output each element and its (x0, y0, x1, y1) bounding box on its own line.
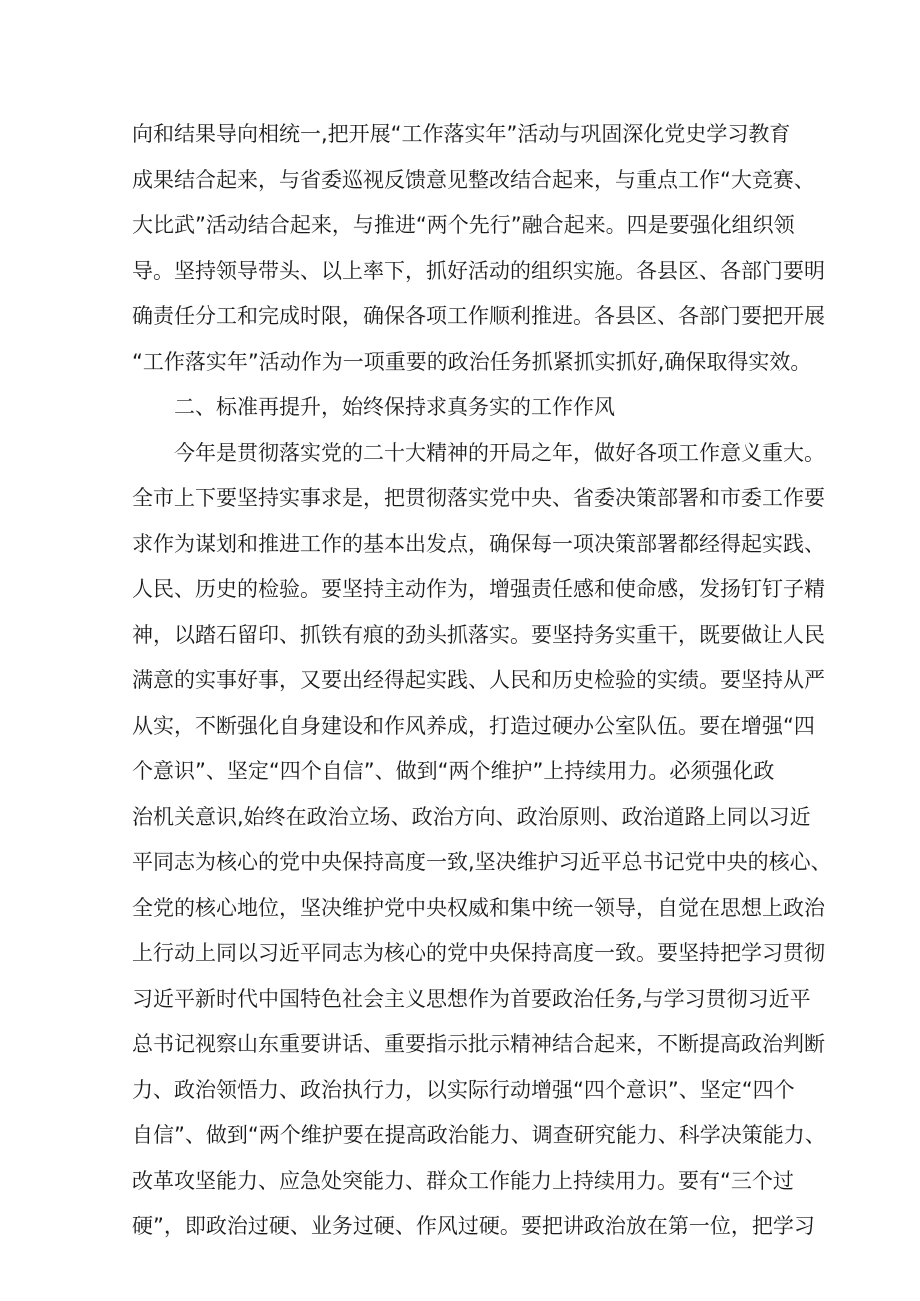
paragraph-line: 大比武”活动结合起来，与推进“两个先行”融合起来。四是要强化组织领 (132, 213, 795, 237)
paragraph-line: 总书记视察山东重要讲话、重要指示批示精神结合起来，不断提高政治判断 (132, 1032, 825, 1056)
paragraph-line: 习近平新时代中国特色社会主义思想作为首要政治任务,与学习贯彻习近平 (132, 986, 811, 1011)
paragraph-line: 改革攻坚能力、应急处突能力、群众工作能力上持续用力。要有“三个过 (132, 1168, 794, 1193)
paragraph-line: 全市上下要坚持实事求是，把贯彻落实党中央、省委决策部署和市委工作要 (132, 486, 825, 510)
paragraph-line: 治机关意识,始终在政治立场、政治方向、政治原则、政治道路上同以习近 (132, 804, 811, 829)
body-text (132, 112, 832, 1250)
paragraph-line: 自信”、做到“两个维护要在提高政治能力、调查研究能力、科学决策能力、 (132, 1123, 826, 1147)
paragraph-line: 上行动上同以习近平同志为核心的党中央保持高度一致。要坚持把学习贯彻 (132, 941, 825, 965)
paragraph-first-line: 今年是贯彻落实党的二十大精神的开局之年，做好各项工作意义重大。 (174, 440, 825, 465)
paragraph-line: 确责任分工和完成时限，确保各项工作顺利推进。各县区、各部门要把开展 (132, 304, 825, 328)
paragraph-line: 求作为谋划和推进工作的基本出发点，确保每一项决策部署都经得起实践、 (132, 531, 825, 556)
paragraph-line: 全党的核心地位，坚决维护党中央权威和集中统一领导，自觉在思想上政治 (132, 895, 825, 920)
paragraph-line: 向和结果导向相统一,把开展“工作落实年”活动与巩固深化党史学习教育 (132, 122, 791, 146)
paragraph-line: 硬”，即政治过硬、业务过硬、作风过硬。要把讲政治放在第一位，把学习 (132, 1214, 815, 1238)
paragraph-line: 个意识”、坚定“四个自信”、做到“两个维护”上持续用力。必须强化政 (132, 759, 775, 783)
paragraph-line: 满意的实事好事，又要出经得起实践、人民和历史检验的实绩。要坚持从严 (132, 668, 825, 692)
paragraph-line: 人民、历史的检验。要坚持主动作为，增强责任感和使命感，发扬钉钉子精 (132, 577, 825, 601)
paragraph-line: 平同志为核心的党中央保持高度一致,坚决维护习近平总书记党中央的核心、 (132, 850, 832, 874)
paragraph-line: 成果结合起来，与省委巡视反馈意见整改结合起来，与重点工作“大竞赛、 (132, 167, 815, 192)
paragraph-line: “工作落实年”活动作为一项重要的政治任务抓紧抓实抓好,确保取得实效。 (132, 349, 812, 374)
paragraph-line: 导。坚持领导带头、以上率下，抓好活动的组织实施。各县区、各部门要明 (132, 258, 825, 283)
section-heading: 二、标准再提升，始终保持求真务实的工作作风 (174, 395, 615, 419)
paragraph-line: 神，以踏石留印、抓铁有痕的劲头抓落实。要坚持务实重干，既要做让人民 (132, 622, 825, 647)
paragraph-line: 从实，不断强化自身建设和作风养成，打造过硬办公室队伍。要在增强“四 (132, 713, 815, 738)
paragraph-line: 力、政治领悟力、政治执行力，以实际行动增强“四个意识”、坚定“四个 (132, 1077, 795, 1102)
